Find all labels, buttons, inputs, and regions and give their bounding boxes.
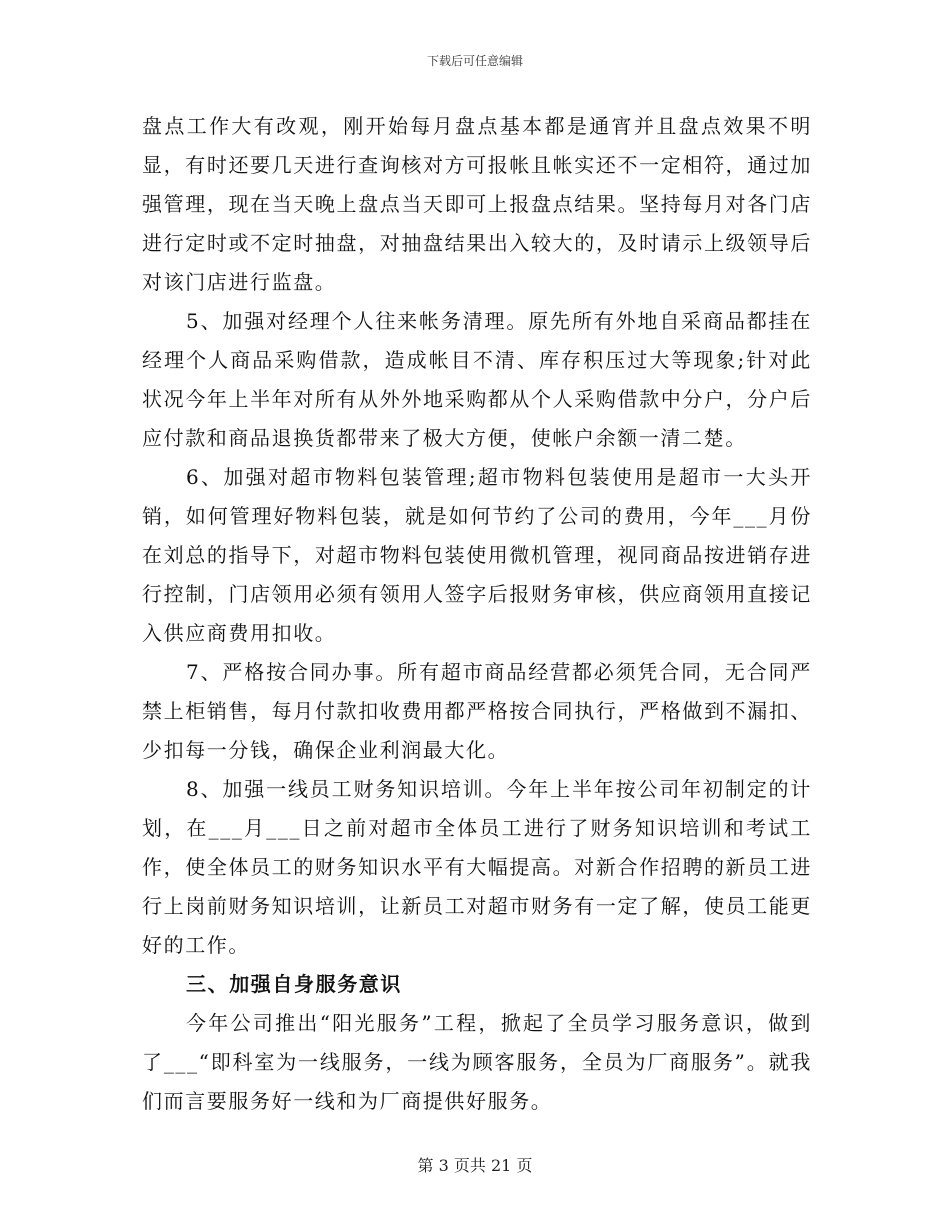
document-body [142, 107, 812, 1121]
paragraph-item-5: 5、加强对经理个人往来帐务清理。原先所有外地自采商品都挂在经理个人商品采购借款，造成帐目不清、库存积压过大等现象;针对此状况今年上半年对所有从外外地采购都从个人采购借款中分户，分户后应付款和商品退换货都带来了极大方便，使帐户余额一清二楚。 [142, 309, 812, 450]
paragraph-continuation: 盘点工作大有改观，刚开始每月盘点基本都是通宵并且盘点效果不明显，有时还要几天进行查询核对方可报帐且帐实还不一定相符，通过加强管理，现在当天晚上盘点当天即可上报盘点结果。坚持每月对各门店进行定时或不定时抽盘，对抽盘结果出入较大的，及时请示上级领导后对该门店进行监盘。 [142, 114, 812, 294]
page-header: 下载后可任意编辑 [426, 54, 523, 68]
page-footer: 第 3 页共 21 页 [417, 1156, 533, 1175]
paragraph-item-7: 7、严格按合同办事。所有超市商品经营都必须凭合同，无合同严禁上柜销售，每月付款扣收费用都严格按合同执行，严格做到不漏扣、少扣每一分钱，确保企业利润最大化。 [142, 660, 812, 762]
paragraph-item-8: 8、加强一线员工财务知识培训。今年上半年按公司年初制定的计划，在___月___日之前对超市全体员工进行了财务知识培训和考试工作，使全体员工的财务知识水平有大幅提高。对新合作招聘的新员工进行上岗前财务知识培训，让新员工对超市财务有一定了解，使员工能更好的工作。 [142, 777, 812, 957]
paragraph-item-6: 6、加强对超市物料包装管理;超市物料包装使用是超市一大头开销，如何管理好物料包装，就是如何节约了公司的费用，今年___月份在刘总的指导下，对超市物料包装使用微机管理，视同商品按进销存进行控制，门店领用必须有领用人签字后报财务审核，供应商领用直接记入供应商费用扣收。 [142, 465, 812, 645]
paragraph-service: 今年公司推出“阳光服务”工程，掀起了全员学习服务意识，做到了___“即科室为一线服务，一线为顾客服务，全员为厂商服务”。就我们而言要服务好一线和为厂商提供好服务。 [142, 1011, 812, 1113]
section-heading: 三、加强自身服务意识 [186, 972, 402, 996]
